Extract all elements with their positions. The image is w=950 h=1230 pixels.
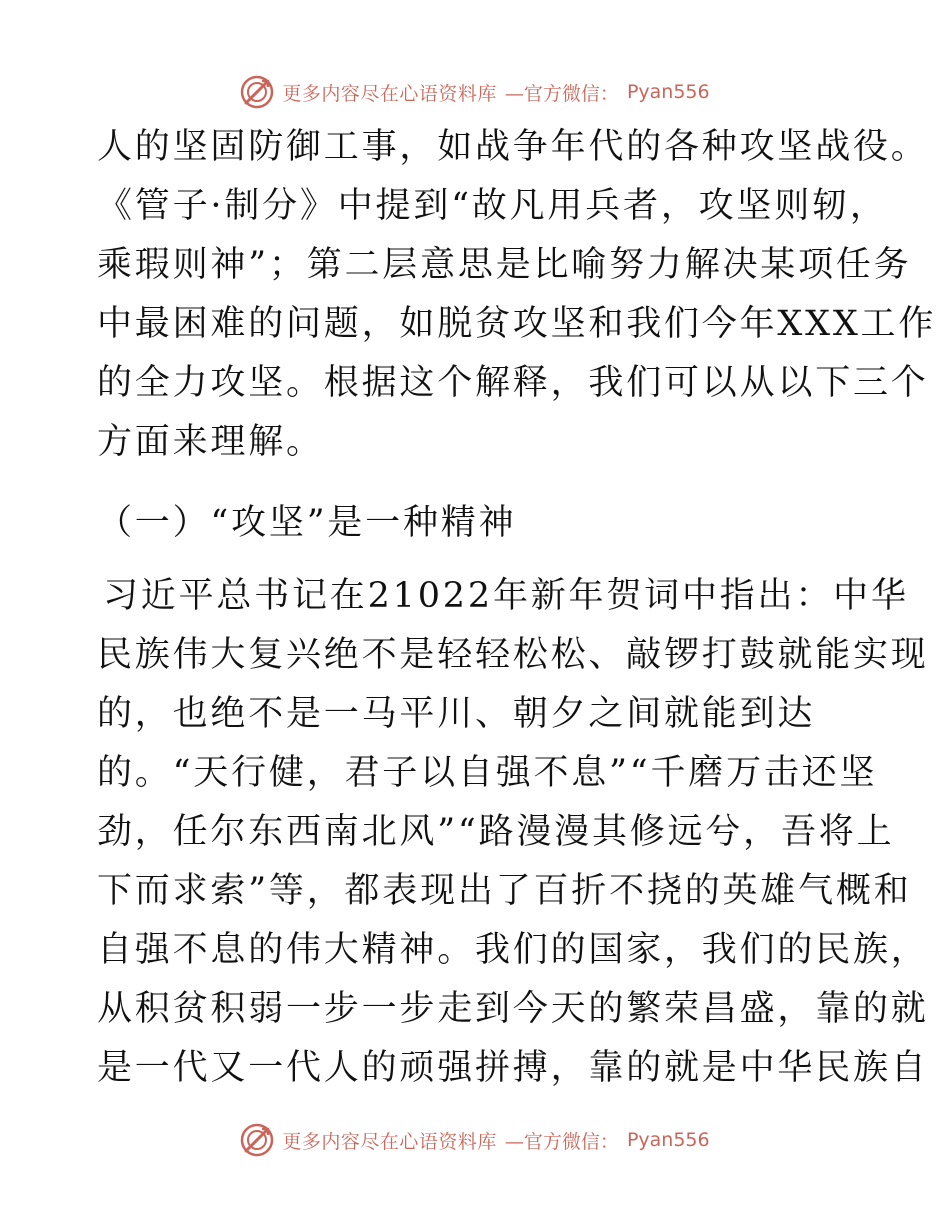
paragraph-line: 《管子·制分》中提到“故凡用兵者，攻坚则轫，	[97, 186, 888, 226]
paragraph-line: 人的坚固防御工事，如战争年代的各种攻坚战役。	[97, 127, 929, 167]
watermark-separator: —官方微信：	[504, 82, 619, 105]
brand-logo-icon	[240, 1123, 274, 1157]
document-body	[97, 118, 937, 1098]
footer-watermark	[0, 1120, 950, 1160]
header-watermark	[0, 72, 950, 112]
watermark-code: Pyan556	[626, 1129, 710, 1151]
paragraph-line: 下而求索”等，都表现出了百折不挠的英雄气概和	[97, 871, 912, 911]
paragraph-line: 民族伟大复兴绝不是轻轻松松、敲锣打鼓就能实现	[97, 635, 929, 675]
paragraph-line: 方面来理解。	[97, 422, 324, 462]
paragraph-line: 从积贫积弱一步一步走到今天的繁荣昌盛，靠的就	[97, 989, 929, 1029]
paragraph-line: 乘瑕则神”；第二层意思是比喻努力解决某项任务	[97, 245, 912, 285]
watermark-text: 更多内容尽在心语资料库	[282, 1130, 497, 1153]
watermark-text: 更多内容尽在心语资料库	[282, 82, 497, 105]
paragraph-line: 习近平总书记在21022年新年贺词中指出：中华	[103, 576, 909, 616]
brand-logo-icon	[240, 75, 274, 109]
watermark-separator: —官方微信：	[504, 1130, 619, 1153]
paragraph-line: 中最困难的问题，如脱贫攻坚和我们今年XXX工作	[97, 304, 937, 344]
watermark-code: Pyan556	[626, 81, 710, 103]
paragraph-line: 自强不息的伟大精神。我们的国家，我们的民族，	[97, 930, 929, 970]
paragraph-line: 的，也绝不是一马平川、朝夕之间就能到达	[97, 694, 816, 734]
section-heading: （一）“攻坚”是一种精神	[97, 503, 517, 543]
paragraph-line: 的。“天行健，君子以自强不息”“千磨万击还坚	[97, 753, 878, 793]
paragraph-line: 劲，任尔东西南北风”“路漫漫其修远兮，吾将上	[97, 812, 895, 852]
paragraph-line: 的全力攻坚。根据这个解释，我们可以从以下三个	[97, 363, 929, 403]
paragraph-line: 是一代又一代人的顽强拼搏，靠的就是中华民族自	[97, 1048, 929, 1088]
